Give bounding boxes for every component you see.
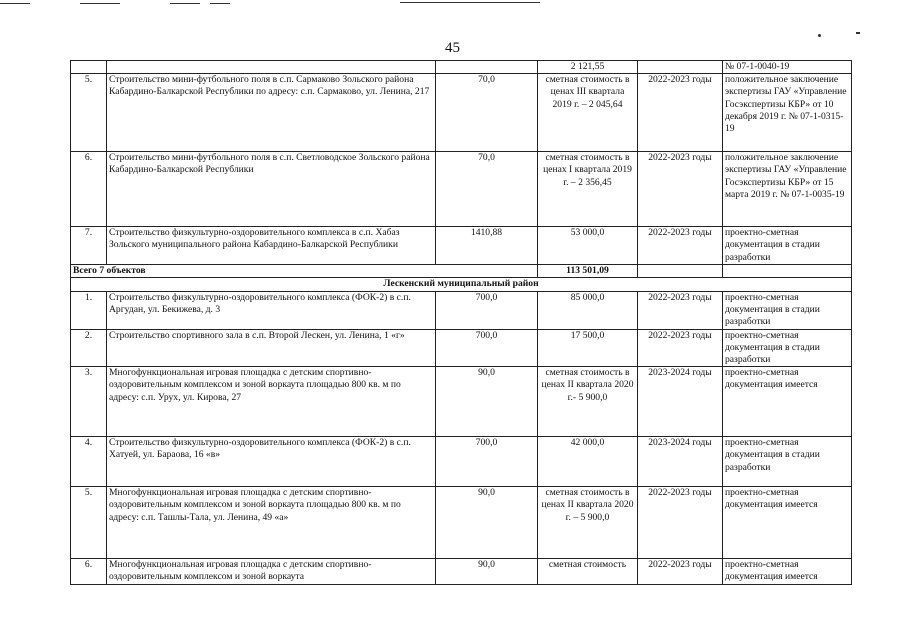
table-row bbox=[71, 227, 852, 265]
cost-value: сметная стоимость в ценах II квартала 2020 г. – 5 900,0 bbox=[538, 487, 638, 559]
years-value: 2022-2023 годы bbox=[638, 152, 723, 227]
years-value: 2023-2024 годы bbox=[638, 367, 723, 437]
scan-mark bbox=[818, 34, 821, 37]
objects-table bbox=[70, 60, 852, 585]
cost-value: сметная стоимость в ценах III квартала 2019 г. – 2 045,64 bbox=[538, 74, 638, 152]
years-value: 2022-2023 годы bbox=[638, 291, 723, 329]
area-value: 90,0 bbox=[436, 367, 538, 437]
cost-value: сметная стоимость в ценах II квартала 2020 г.- 5 900,0 bbox=[538, 367, 638, 437]
note-value: проектно-сметная документация в стадии разработки bbox=[723, 227, 852, 265]
note-value: проектно-сметная документация имеется bbox=[723, 487, 852, 559]
area-value: 1410,88 bbox=[436, 227, 538, 265]
note-value: проектно-сметная документация в стадии разработки bbox=[723, 437, 852, 487]
object-name: Строительство физкультурно-оздоровительного комплекса (ФОК-2) в с.п. Аргудан, ул. Бекижева, д. 3 bbox=[107, 291, 436, 329]
table-row bbox=[71, 487, 852, 559]
cell bbox=[71, 61, 107, 74]
years-value: 2022-2023 годы bbox=[638, 227, 723, 265]
years-value: 2023-2024 годы bbox=[638, 437, 723, 487]
table-row bbox=[71, 437, 852, 487]
scan-mark bbox=[0, 3, 30, 4]
cell bbox=[638, 265, 723, 278]
scan-mark bbox=[210, 3, 230, 4]
years-value: 2022-2023 годы bbox=[638, 487, 723, 559]
area-value: 700,0 bbox=[436, 437, 538, 487]
area-value: 70,0 bbox=[436, 74, 538, 152]
cost-value: сметная стоимость bbox=[538, 559, 638, 584]
scan-mark bbox=[170, 3, 200, 4]
row-number: 4. bbox=[71, 437, 107, 487]
object-name: Многофункциональная игровая площадка с детским спортивно-оздоровительным комплексом и зоной воркаута площадью 800 кв. м по адресу: с.п. Ташлы-Тала, ул. Ленина, 49 «а» bbox=[107, 487, 436, 559]
page-number: 45 bbox=[445, 40, 460, 56]
total-value: 113 501,09 bbox=[538, 265, 638, 278]
row-number: 1. bbox=[71, 291, 107, 329]
table-row bbox=[71, 329, 852, 367]
table-row bbox=[71, 559, 852, 584]
row-number: 2. bbox=[71, 329, 107, 367]
object-name: Многофункциональная игровая площадка с детским спортивно- оздоровительным комплексом и зоной воркаута площадью 800 кв. м по адресу: с.п. Урух, ул. Кирова, 27 bbox=[107, 367, 436, 437]
note-value: проектно-сметная документация имеется bbox=[723, 367, 852, 437]
cost-value: сметная стоимость в ценах I квартала 2019 г. – 2 356,45 bbox=[538, 152, 638, 227]
cost-value: 53 000,0 bbox=[538, 227, 638, 265]
object-name: Строительство мини-футбольного поля в с.п. Сармаково Зольского района Кабардино-Балкарской Республики по адресу: с.п. Сармаково, ул. Ленина, 217 bbox=[107, 74, 436, 152]
object-name: Строительство физкультурно-оздоровительного комплекса в с.п. Хабаз Зольского муниципального района Кабардино-Балкарской Республики bbox=[107, 227, 436, 265]
cost-value: 42 000,0 bbox=[538, 437, 638, 487]
cell bbox=[107, 61, 436, 74]
table-row bbox=[71, 74, 852, 152]
note-value: проектно-сметная документация в стадии разработки bbox=[723, 329, 852, 367]
note-value: проектно-сметная документация в стадии разработки bbox=[723, 291, 852, 329]
row-number: 3. bbox=[71, 367, 107, 437]
area-value: 700,0 bbox=[436, 291, 538, 329]
object-name: Многофункциональная игровая площадка с детским спортивно-оздоровительным комплексом и зоной воркаута bbox=[107, 559, 436, 584]
cell bbox=[436, 61, 538, 74]
years-value: 2022-2023 годы bbox=[638, 559, 723, 584]
cell bbox=[638, 61, 723, 74]
row-number: 5. bbox=[71, 487, 107, 559]
row-number: 5. bbox=[71, 74, 107, 152]
row-number: 7. bbox=[71, 227, 107, 265]
section-title: Лескенский муниципальный район bbox=[71, 278, 852, 291]
cost-value: 17 500,0 bbox=[538, 329, 638, 367]
note-value: положительное заключение экспертизы ГАУ «Управление Госэкспертизы КБР» от 10 декабря 2019 г. № 07-1-0315-19 bbox=[723, 74, 852, 152]
area-value: 90,0 bbox=[436, 559, 538, 584]
row-number: 6. bbox=[71, 152, 107, 227]
note-value: проектно-сметная документация имеется bbox=[723, 559, 852, 584]
cell bbox=[723, 265, 852, 278]
scan-mark bbox=[856, 32, 860, 34]
area-value: 90,0 bbox=[436, 487, 538, 559]
note-value: положительное заключение экспертизы ГАУ «Управление Госэкспертизы КБР» от 15 марта 2019 г. № 07-1-0035-19 bbox=[723, 152, 852, 227]
years-value: 2022-2023 годы bbox=[638, 74, 723, 152]
section-row bbox=[71, 278, 852, 291]
cost-value: 85 000,0 bbox=[538, 291, 638, 329]
object-name: Строительство мини-футбольного поля в с.п. Светловодское Зольского района Кабардино-Балкарской Республики bbox=[107, 152, 436, 227]
object-name: Строительство физкультурно-оздоровительного комплекса (ФОК-2) в с.п. Хатуей, ул. Бараова, 16 «в» bbox=[107, 437, 436, 487]
area-value: 700,0 bbox=[436, 329, 538, 367]
total-label: Всего 7 объектов bbox=[71, 265, 538, 278]
table-row bbox=[71, 61, 852, 74]
object-name: Строительство спортивного зала в с.п. Второй Лескен, ул. Ленина, 1 «г» bbox=[107, 329, 436, 367]
note-cell: № 07-1-0040-19 bbox=[723, 61, 852, 74]
total-row bbox=[71, 265, 852, 278]
area-value: 70,0 bbox=[436, 152, 538, 227]
scan-mark bbox=[80, 3, 120, 4]
scan-mark bbox=[400, 2, 540, 3]
table-row bbox=[71, 367, 852, 437]
table-row bbox=[71, 291, 852, 329]
years-value: 2022-2023 годы bbox=[638, 329, 723, 367]
row-number: 6. bbox=[71, 559, 107, 584]
table-row bbox=[71, 152, 852, 227]
cost-cell: 2 121,55 bbox=[538, 61, 638, 74]
